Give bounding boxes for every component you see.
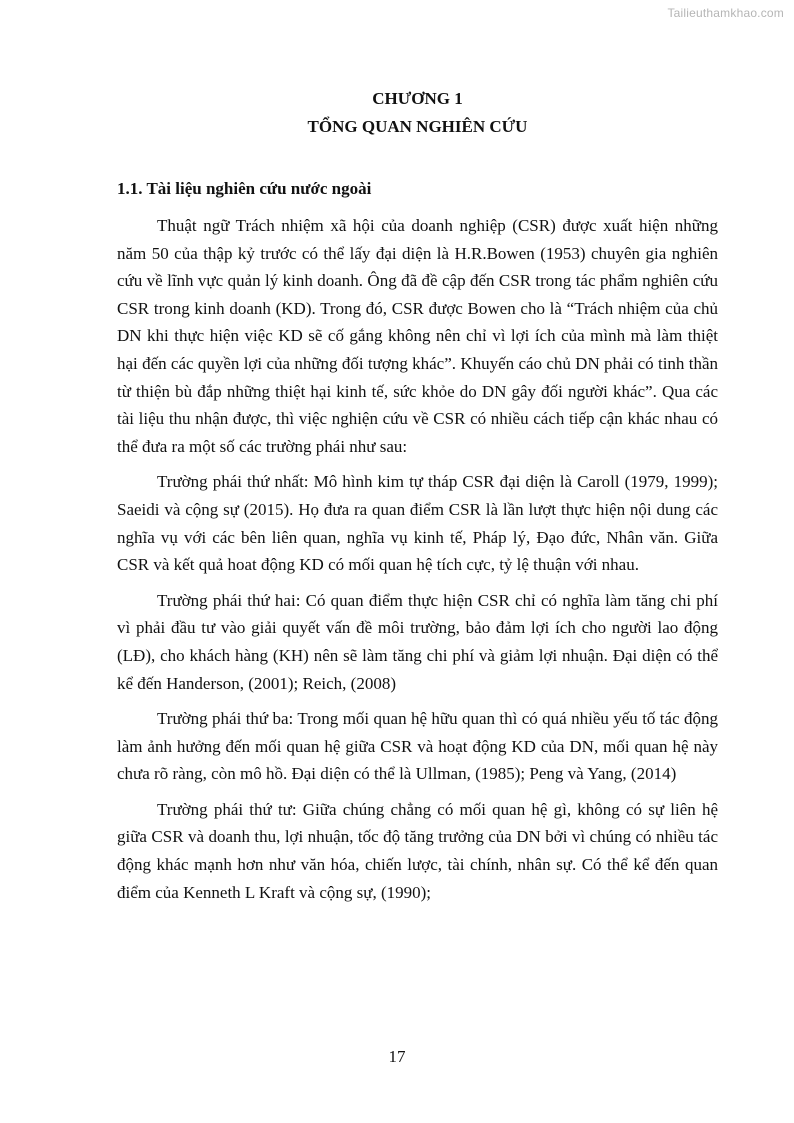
paragraph-school-2: Trường phái thứ hai: Có quan điểm thực hiện CSR chỉ có nghĩa làm tăng chi phí vì phải đầu tư vào giải quyết vấn đề môi trường, bảo đảm lợi ích cho người lao động (LĐ), cho khách hàng (KH) nên sẽ làm tăng chi phí và giảm lợi nhuận. Đại diện có thể kể đến Handerson, (2001); Reich, (2008) [117,590,718,693]
body-text [117,212,718,906]
paragraph-intro: Thuật ngữ Trách nhiệm xã hội của doanh nghiệp (CSR) được xuất hiện những năm 50 của thập kỷ trước có thể lấy đại diện là H.R.Bowen (1953) chuyên gia nghiên cứu về lĩnh vực quản lý kinh doanh. Ông đã đề cập đến CSR trong tác phẩm nghiên cứu CSR trong kinh doanh (KD). Trong đó, CSR được Bowen cho là “Trách nhiệm của chủ DN khi thực hiện việc KD sẽ cố gắng không nên chỉ vì lợi ích của mình mà làm thiệt hại đến các quyền lợi của những đối tượng khác”. Khuyến cáo chủ DN phải có tinh thần từ thiện bù đắp những thiệt hại kinh tế, sức khỏe do DN gây đối người khác”. Qua các tài liệu thu nhận được, thì việc nghiện cứu về CSR có nhiều cách tiếp cận khác nhau có thể đưa ra một số các trường phái như sau: [117,216,718,456]
page-number: 17 [388,1047,406,1066]
paragraph-school-4: Trường phái thứ tư: Giữa chúng chẳng có mối quan hệ gì, không có sự liên hệ giữa CSR và doanh thu, lợi nhuận, tốc độ tăng trưởng của DN bởi vì chúng có nhiều tác động khác mạnh hơn như văn hóa, chiến lược, tài chính, nhân sự. Có thể kể đến quan điểm của Kenneth L Kraft và cộng sự, (1990); [117,799,718,902]
paragraph-school-1: Trường phái thứ nhất: Mô hình kim tự tháp CSR đại diện là Caroll (1979, 1999); Saeidi và cộng sự (2015). Họ đưa ra quan điểm CSR là lần lượt thực hiện nội dung các nghĩa vụ với các bên liên quan, nghĩa vụ kinh tế, Pháp lý, Đạo đức, Nhân văn. Giữa CSR và kết quả hoat động KD có mối quan hệ tích cực, tỷ lệ thuận với nhau. [117,472,718,575]
paragraph-school-3: Trường phái thứ ba: Trong mối quan hệ hữu quan thì có quá nhiều yếu tố tác động làm ảnh hưởng đến mối quan hệ giữa CSR và hoạt động KD của DN, mối quan hệ này chưa rõ ràng, còn mô hồ. Đại diện có thể là Ullman, (1985); Peng và Yang, (2014) [117,709,718,784]
chapter-title: TỔNG QUAN NGHIÊN CỨU [307,117,528,136]
watermark: Tailieuthamkhao.com [667,6,784,20]
document-page [117,86,718,914]
chapter-label: CHƯƠNG 1 [372,89,463,108]
section-heading: 1.1. Tài liệu nghiên cứu nước ngoài [117,179,372,198]
